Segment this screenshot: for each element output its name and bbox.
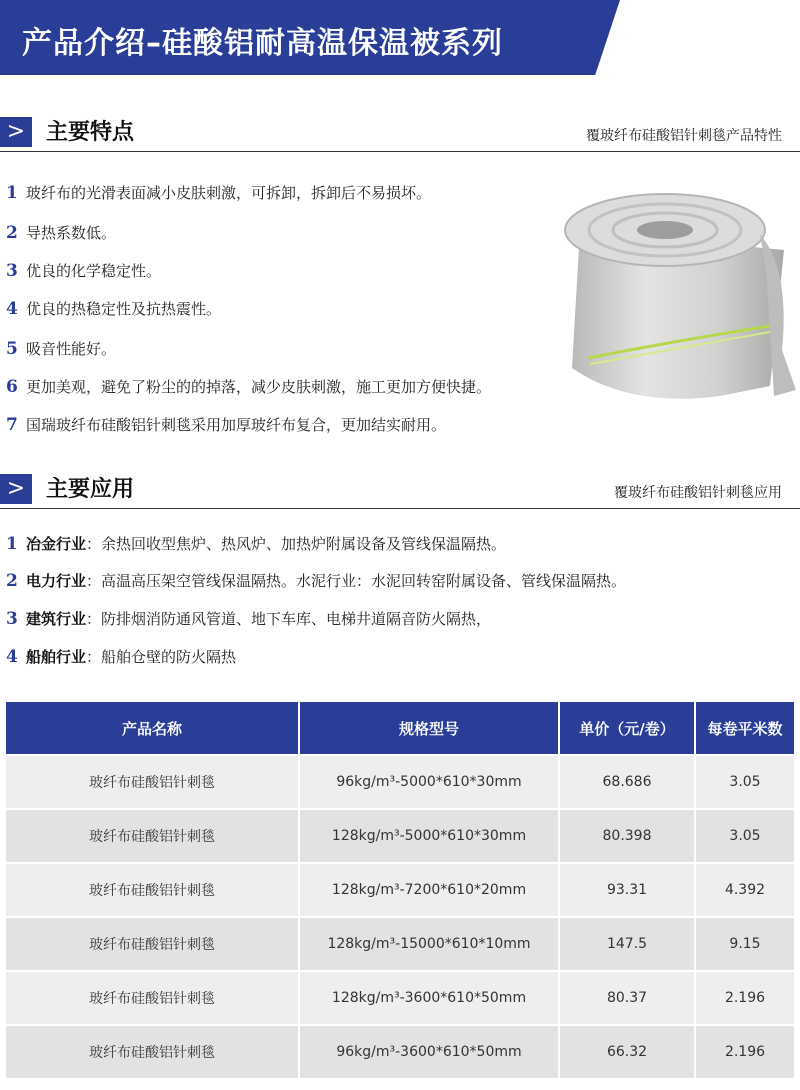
chevron-right-icon: > (0, 474, 32, 504)
feature-text: 国瑞玻纤布硅酸铝针刺毯采用加厚玻纤布复合，更加结实耐用。 (26, 416, 447, 434)
cell-price: 147.5 (560, 916, 696, 970)
feature-text: 优良的热稳定性及抗热震性。 (26, 300, 222, 318)
cell-area: 2.196 (696, 970, 794, 1024)
table-row (6, 754, 794, 808)
application-keyword: 建筑行业 (26, 610, 87, 628)
table-row (6, 970, 794, 1024)
cell-spec: 128kg/m³-3600*610*50mm (300, 970, 560, 1024)
cell-product-name: 玻纤布硅酸铝针刺毯 (6, 916, 300, 970)
table-row (6, 1024, 794, 1078)
product-roll-icon (560, 190, 800, 410)
cell-spec: 96kg/m³-3600*610*50mm (300, 1024, 560, 1078)
application-keyword: 冶金行业 (26, 535, 87, 553)
applications-title: 主要应用 (46, 477, 135, 502)
header-price: 单价（元/卷） (560, 702, 696, 754)
cell-product-name: 玻纤布硅酸铝针刺毯 (6, 970, 300, 1024)
feature-number: 6 (6, 377, 18, 397)
feature-item (6, 260, 161, 281)
cell-spec: 128kg/m³-7200*610*20mm (300, 862, 560, 916)
cell-spec: 128kg/m³-15000*610*10mm (300, 916, 560, 970)
cell-spec: 96kg/m³-5000*610*30mm (300, 754, 560, 808)
feature-item (6, 338, 116, 359)
feature-text: 更加美观，避免了粉尘的的掉落，减少皮肤刺激，施工更加方便快捷。 (26, 378, 492, 396)
cell-area: 3.05 (696, 754, 794, 808)
features-divider (0, 151, 800, 152)
header-product-name: 产品名称 (6, 702, 300, 754)
application-number: 1 (6, 534, 18, 554)
application-text: 防排烟消防通风管道、地下车库、电梯井道隔音防火隔热， (101, 610, 492, 628)
application-text: 余热回收型焦炉、热风炉、加热炉附属设备及管线保温隔热。 (101, 535, 507, 553)
page-title: 产品介绍–硅酸铝耐高温保温被系列 (22, 26, 503, 61)
application-item (6, 570, 626, 591)
applications-divider (0, 508, 800, 509)
application-number: 4 (6, 647, 18, 667)
application-separator: ： (86, 572, 102, 590)
header-spec: 规格型号 (300, 702, 560, 754)
feature-number: 2 (6, 223, 18, 243)
cell-price: 93.31 (560, 862, 696, 916)
feature-number: 3 (6, 261, 18, 281)
cell-area: 4.392 (696, 862, 794, 916)
feature-item (6, 182, 431, 203)
application-item (6, 646, 236, 667)
cell-product-name: 玻纤布硅酸铝针刺毯 (6, 862, 300, 916)
roll-core (637, 221, 693, 239)
cell-product-name: 玻纤布硅酸铝针刺毯 (6, 808, 300, 862)
cell-spec: 128kg/m³-5000*610*30mm (300, 808, 560, 862)
features-section-header (0, 113, 800, 153)
feature-item (6, 414, 446, 435)
cell-area: 9.15 (696, 916, 794, 970)
cell-price: 80.398 (560, 808, 696, 862)
cell-area: 3.05 (696, 808, 794, 862)
application-item (6, 608, 491, 629)
cell-price: 66.32 (560, 1024, 696, 1078)
application-separator: ： (86, 648, 102, 666)
feature-item (6, 222, 116, 243)
table-header-row (6, 702, 794, 754)
cell-price: 80.37 (560, 970, 696, 1024)
chevron-right-icon: > (0, 117, 32, 147)
applications-section-header (0, 470, 800, 510)
table-row (6, 916, 794, 970)
feature-text: 优良的化学稳定性。 (26, 262, 162, 280)
application-separator: ： (86, 535, 102, 553)
application-item (6, 533, 506, 554)
feature-number: 7 (6, 415, 18, 435)
features-subtitle: 覆玻纤布硅酸铝针刺毯产品特性 (586, 128, 782, 144)
application-keyword: 电力行业 (26, 572, 87, 590)
table-row (6, 808, 794, 862)
feature-number: 5 (6, 339, 18, 359)
applications-subtitle: 覆玻纤布硅酸铝针刺毯应用 (614, 485, 782, 501)
application-keyword: 船舶行业 (26, 648, 87, 666)
feature-item (6, 298, 221, 319)
feature-text: 吸音性能好。 (26, 340, 117, 358)
cell-product-name: 玻纤布硅酸铝针刺毯 (6, 754, 300, 808)
cell-area: 2.196 (696, 1024, 794, 1078)
cell-product-name: 玻纤布硅酸铝针刺毯 (6, 1024, 300, 1078)
application-text: 高温高压架空管线保温隔热。水泥行业：水泥回转窑附属设备、管线保温隔热。 (101, 572, 627, 590)
feature-number: 1 (6, 183, 18, 203)
feature-item (6, 376, 491, 397)
price-table (6, 702, 794, 1078)
application-text: 船舶仓壁的防火隔热 (101, 648, 237, 666)
cell-price: 68.686 (560, 754, 696, 808)
header-area: 每卷平米数 (696, 702, 794, 754)
feature-text: 导热系数低。 (26, 224, 117, 242)
feature-number: 4 (6, 299, 18, 319)
table-row (6, 862, 794, 916)
application-number: 2 (6, 571, 18, 591)
feature-text: 玻纤布的光滑表面减小皮肤刺激，可拆卸，拆卸后不易损坏。 (26, 184, 432, 202)
application-number: 3 (6, 609, 18, 629)
application-separator: ： (86, 610, 102, 628)
features-title: 主要特点 (46, 120, 135, 145)
